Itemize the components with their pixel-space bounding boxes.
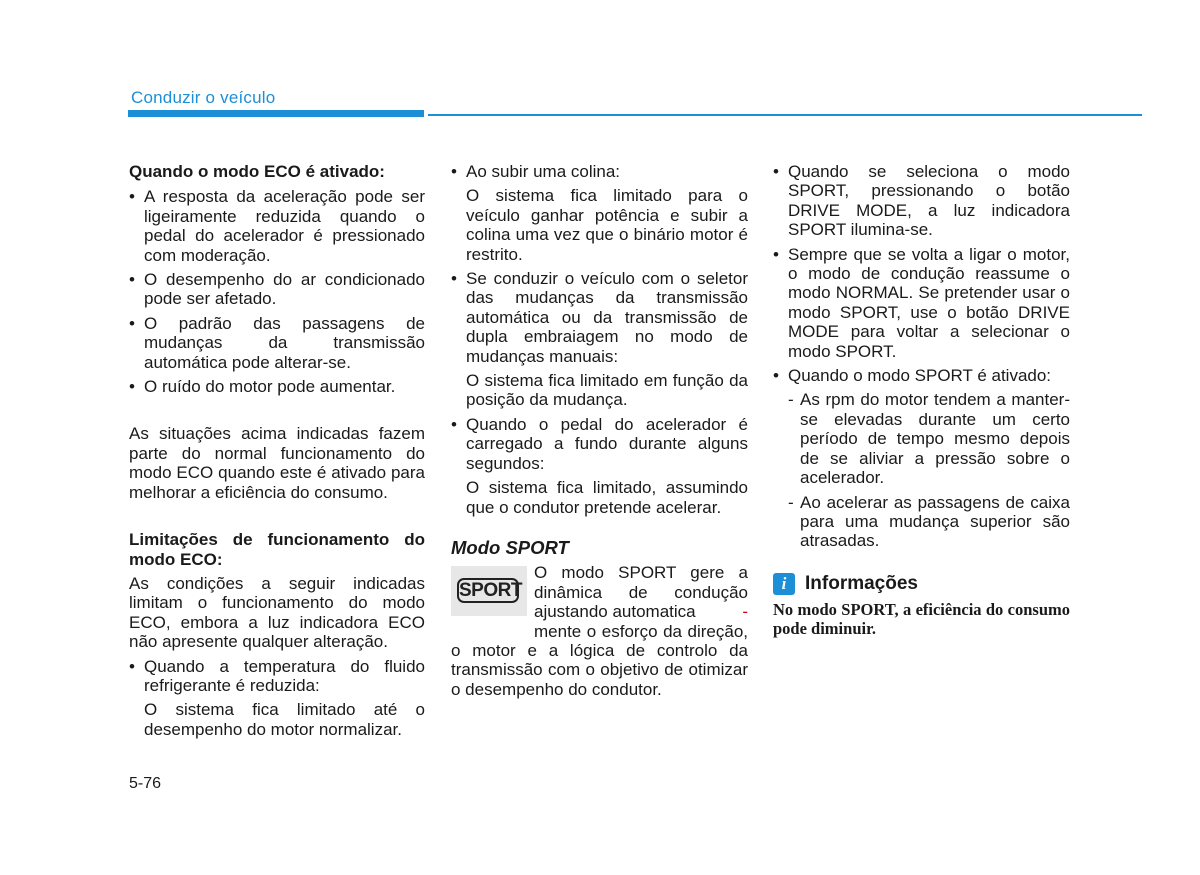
hyphen: - xyxy=(742,602,748,622)
info-heading xyxy=(773,573,1070,595)
sport-mode-icon: SPORT xyxy=(459,580,522,602)
eco-bullet: • O padrão das passagens de mudanças da transmissão automática pode alterar-se. xyxy=(129,314,425,372)
sport-text-line: O modo SPORT gere a xyxy=(534,563,748,583)
eco-bullet: • O desempenho do ar condicionado pode ser afetado. xyxy=(129,270,425,309)
sport-icon-box xyxy=(451,566,527,616)
sport-text-line: dinâmica de condução xyxy=(534,582,748,602)
sport-text-word: ajustando automatica xyxy=(534,602,696,622)
selector-bullet: • Se conduzir o veículo com o seletor das mudanças da transmissão automática ou da transmissão de dupla embraiagem no modo de mudanças manuais: xyxy=(451,269,748,366)
column-right xyxy=(773,162,1070,639)
temperature-detail: O sistema fica limitado até o desempenho do motor normalizar. xyxy=(144,700,425,739)
restart-bullet: • Sempre que se volta a ligar o motor, o modo de condução reassume o modo NORMAL. Se pretender usar o modo SPORT, use o botão DRIVE MODE para voltar a selecionar o modo SPORT. xyxy=(773,245,1070,361)
limits-paragraph: As condições a seguir indicadas limitam o funcionamento do modo ECO, embora a luz indicadora ECO não apresente qualquer alteração. xyxy=(129,573,425,652)
pedal-detail: O sistema fica limitado, assumindo que o condutor pretende acelerar. xyxy=(466,478,748,517)
header-rule-thick xyxy=(128,110,424,117)
info-body: No modo SPORT, a eficiência do consumo pode diminuir. xyxy=(773,599,1070,639)
sport-dash-item: - As rpm do motor tendem a manter-se elevadas durante um certo período de tempo mesmo depois de se aliviar a pressão sobre o acelerador. xyxy=(773,390,1070,487)
info-title: Informações xyxy=(805,573,918,595)
column-left xyxy=(129,162,425,739)
sport-dash-item: - Ao acelerar as passagens de caixa para uma mudança superior são atrasadas. xyxy=(773,493,1070,551)
selector-detail: O sistema fica limitado em função da posição da mudança. xyxy=(466,371,748,410)
sport-select-bullet: • Quando se seleciona o modo SPORT, pressionando o botão DRIVE MODE, a luz indicadora SPORT ilumina-se. xyxy=(773,162,1070,240)
page-number: 5-76 xyxy=(129,775,162,792)
column-middle xyxy=(451,162,748,699)
eco-bullet: • A resposta da aceleração pode ser ligeiramente reduzida quando o pedal do acelerador é pressionado com moderação. xyxy=(129,187,425,265)
limits-heading: Limitações de funcionamento do modo ECO: xyxy=(129,530,425,569)
eco-bullet: • O ruído do motor pode aumentar. xyxy=(129,377,425,396)
eco-heading: Quando o modo ECO é ativado: xyxy=(129,162,385,181)
hill-detail: O sistema fica limitado para o veículo ganhar potência e subir a colina uma vez que o binário motor é restrito. xyxy=(466,186,748,264)
header-rule-thin xyxy=(428,114,1142,116)
sport-active-bullet: • Quando o modo SPORT é ativado: xyxy=(773,366,1070,385)
situations-paragraph: As situações acima indicadas fazem parte do normal funcionamento do modo ECO quando este é ativado para melhorar a eficiência do consumo. xyxy=(129,424,425,502)
info-icon: i xyxy=(773,573,795,595)
sport-text-rest: mente o esforço da direção, o motor e a lógica de controlo da transmissão com o objetivo de otimizar o desempenho do condutor. xyxy=(451,621,748,699)
sport-mode-title: Modo SPORT xyxy=(451,536,569,558)
temperature-bullet: • Quando a temperatura do fluido refrigerante é reduzida: xyxy=(129,657,425,696)
pedal-bullet: • Quando o pedal do acelerador é carregado a fundo durante alguns segundos: xyxy=(451,415,748,473)
section-title: Conduzir o veículo xyxy=(131,88,276,107)
sport-mode-block xyxy=(451,563,748,699)
hill-bullet: • Ao subir uma colina: xyxy=(451,162,748,181)
